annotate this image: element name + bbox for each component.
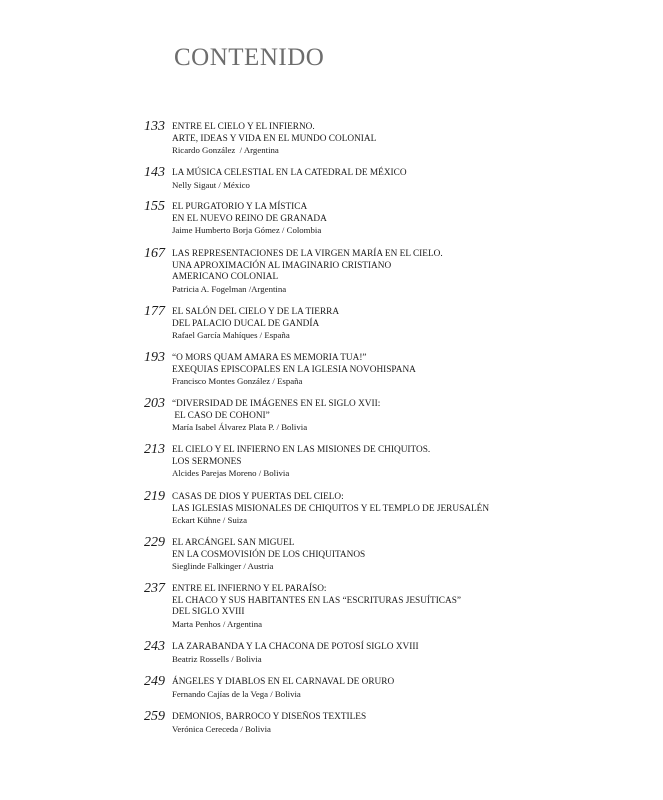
toc-page-number: 203 — [144, 396, 165, 411]
toc-entry-text — [172, 492, 642, 527]
toc-page-number: 155 — [144, 199, 165, 214]
toc-author: Fernando Cajías de la Vega / Bolivia — [172, 688, 301, 699]
toc-entry-text — [172, 168, 642, 191]
toc-entry-text — [172, 445, 642, 480]
toc-title-line: DEMONIOS, BARROCO Y DISEÑOS TEXTILES — [172, 712, 367, 722]
toc-entry-text — [172, 307, 642, 342]
toc-entry-text — [172, 584, 642, 630]
toc-entry-text — [172, 399, 642, 434]
toc-page-number: 193 — [144, 350, 165, 365]
toc-author: Ricardo González / Argentina — [172, 145, 279, 156]
toc-page-number: 167 — [144, 246, 165, 261]
toc-author: Patricia A. Fogelman /Argentina — [172, 283, 287, 294]
toc-title-line: “O MORS QUAM AMARA ES MEMORIA TUA!” — [172, 353, 367, 363]
toc-title-line: EL CHACO Y SUS HABITANTES EN LAS “ESCRITURAS JESUÍTICAS” — [172, 595, 462, 606]
toc-page-number: 249 — [144, 674, 165, 689]
toc-title-line: EN EL NUEVO REINO DE GRANADA — [172, 213, 327, 224]
toc-title-line: DEL PALACIO DUCAL DE GANDÍA — [172, 318, 320, 329]
toc-title-line: EXEQUIAS EPISCOPALES EN LA IGLESIA NOVOHISPANA — [172, 364, 416, 375]
toc-entry-text — [172, 202, 642, 237]
toc-entry-text — [172, 677, 642, 700]
toc-entry-text — [172, 122, 642, 157]
toc-page-number: 237 — [144, 581, 165, 596]
toc-page-number: 213 — [144, 442, 165, 457]
toc-title-line: DEL SIGLO XVIII — [172, 607, 245, 618]
toc-title-line: LA ZARABANDA Y LA CHACONA DE POTOSÍ SIGLO XVIII — [172, 642, 419, 652]
toc-author: Beatriz Rossells / Bolivia — [172, 653, 262, 664]
toc-author: Marta Penhos / Argentina — [172, 618, 262, 629]
toc-title-line: “DIVERSIDAD DE IMÁGENES EN EL SIGLO XVII: — [172, 399, 381, 409]
toc-title-line: EL SALÓN DEL CIELO Y DE LA TIERRA — [172, 307, 340, 317]
toc-page-number: 143 — [144, 165, 165, 180]
toc-title-line: UNA APROXIMACIÓN AL IMAGINARIO CRISTIANO — [172, 260, 392, 271]
toc-title-line: LAS REPRESENTACIONES DE LA VIRGEN MARÍA EN EL CIELO. — [172, 249, 443, 259]
toc-author: Nelly Sigaut / México — [172, 179, 250, 190]
toc-author: Alcides Parejas Moreno / Bolivia — [172, 468, 290, 479]
toc-author: Sieglinde Falkinger / Austria — [172, 561, 274, 572]
toc-author: Verónica Cereceda / Bolivia — [172, 723, 271, 734]
toc-entry-text — [172, 249, 642, 295]
toc-page-number: 177 — [144, 304, 165, 319]
toc-title-line: ENTRE EL INFIERNO Y EL PARAÍSO: — [172, 584, 327, 594]
toc-author: Francisco Montes González / España — [172, 376, 303, 387]
toc-title-line: LA MÚSICA CELESTIAL EN LA CATEDRAL DE MÉXICO — [172, 168, 407, 178]
toc-author: Rafael García Mahíques / España — [172, 330, 290, 341]
toc-title-line: EL CASO DE COHONI” — [172, 410, 270, 421]
toc-page-number: 133 — [144, 119, 165, 134]
toc-title-line: LOS SERMONES — [172, 456, 242, 467]
toc-entry-text — [172, 353, 642, 388]
toc-title-line: ÁNGELES Y DIABLOS EN EL CARNAVAL DE ORURO — [172, 677, 395, 687]
toc-title-line: EL CIELO Y EL INFIERNO EN LAS MISIONES DE CHIQUITOS. — [172, 445, 431, 455]
toc-title-line: EL ARCÁNGEL SAN MIGUEL — [172, 538, 295, 548]
toc-title-line: LAS IGLESIAS MISIONALES DE CHIQUITOS Y EL TEMPLO DE JERUSALÉN — [172, 503, 490, 514]
toc-title-line: EN LA COSMOVISIÓN DE LOS CHIQUITANOS — [172, 549, 366, 560]
toc-author: Eckart Kühne / Suiza — [172, 515, 247, 526]
toc-title-line: EL PURGATORIO Y LA MÍSTICA — [172, 202, 308, 212]
page-title: CONTENIDO — [174, 44, 325, 71]
toc-page-number: 219 — [144, 489, 165, 504]
toc-title-line: CASAS DE DIOS Y PUERTAS DEL CIELO: — [172, 492, 344, 502]
toc-author: María Isabel Álvarez Plata P. / Bolivia — [172, 422, 308, 433]
toc-title-line: ARTE, IDEAS Y VIDA EN EL MUNDO COLONIAL — [172, 133, 377, 144]
toc-title-line: ENTRE EL CIELO Y EL INFIERNO. — [172, 122, 315, 132]
toc-author: Jaime Humberto Borja Gómez / Colombia — [172, 225, 322, 236]
toc-entry-text — [172, 712, 642, 735]
toc-page-number: 243 — [144, 639, 165, 654]
toc-entry-text — [172, 642, 642, 665]
toc-entry-text — [172, 538, 642, 573]
toc-page-number: 229 — [144, 535, 165, 550]
toc-title-line: AMERICANO COLONIAL — [172, 272, 279, 283]
toc-page-number: 259 — [144, 709, 165, 724]
